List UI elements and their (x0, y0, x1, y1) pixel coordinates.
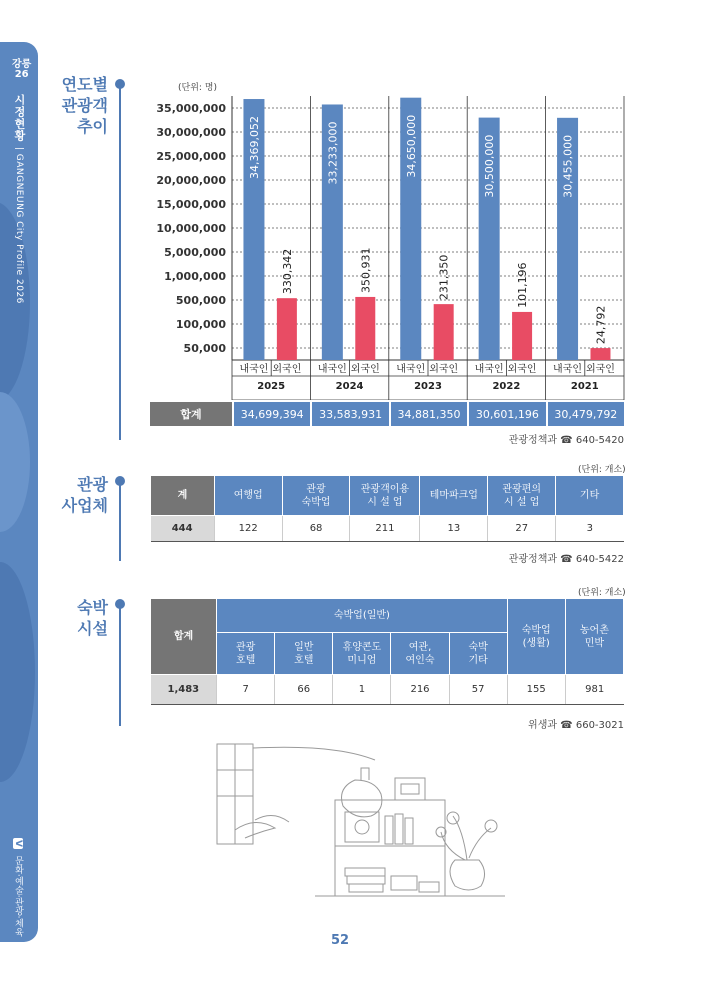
section-title-tourism-business (40, 474, 108, 516)
source-note: 관광정책과 ☎ 640-5420 (508, 435, 624, 446)
sidebar-title-main: 시정현황 (13, 94, 26, 142)
chapter-badge: V (13, 840, 23, 847)
bar-value-label: 30,500,000 (483, 134, 497, 198)
table-cell: 13 (420, 516, 488, 542)
table-cell: 444 (151, 516, 215, 542)
decorative-illustration (215, 740, 505, 900)
table-cell: 68 (282, 516, 350, 542)
total-row (150, 402, 624, 426)
bar-value-label: 24,792 (594, 305, 608, 345)
table-header: 관광 숙박업 (282, 476, 350, 516)
pot-drawing (450, 860, 485, 890)
title-line: 추이 (77, 117, 108, 136)
table-unit: (단위: 개소) (578, 465, 626, 475)
total-value: 30,479,792 (546, 402, 624, 426)
sidebar-subtitle: | GANGNEUNG City Profile 2026 (14, 146, 24, 304)
table-cell: 66 (275, 675, 333, 705)
sidebar-chapter (12, 838, 25, 936)
bar-value-label: 350,931 (359, 247, 373, 293)
sidebar-decoration (0, 392, 30, 532)
x-category-label: 2022 (492, 381, 521, 392)
sidebar-decoration (0, 562, 35, 782)
total-value: 30,601,196 (467, 402, 545, 426)
y-tick-label: 100,000 (175, 318, 226, 331)
y-tick-label: 25,000,000 (156, 150, 226, 163)
total-label: 합계 (150, 402, 232, 426)
y-tick-label: 30,000,000 (156, 126, 226, 139)
table-header: 관광편의 시 설 업 (488, 476, 556, 516)
x-sub-label: 외국인 (429, 364, 459, 375)
vase-drawing (342, 780, 382, 817)
chapter-title: 문화·예술·관광·체육 (13, 855, 23, 937)
table-header: 일반 호텔 (275, 633, 333, 675)
bar (590, 348, 610, 360)
table-header-group: 숙박업(일반) (217, 599, 508, 633)
table-header: 기타 (556, 476, 624, 516)
y-tick-label: 15,000,000 (156, 198, 226, 211)
accommodation-table (150, 598, 624, 705)
table-header: 휴양콘도 미니엄 (333, 633, 391, 675)
y-tick-label: 50,000 (183, 342, 226, 355)
x-sub-label: 외국인 (350, 364, 380, 375)
y-tick-label: 500,000 (175, 294, 226, 307)
title-line: 연도별 (61, 75, 108, 94)
x-category-label: 2025 (257, 381, 286, 392)
table-cell: 7 (217, 675, 275, 705)
page-number: 52 (330, 933, 350, 948)
chart-unit: (단위: 명) (178, 83, 217, 93)
x-sub-label: 내국인 (474, 364, 504, 375)
title-line: 관광객 (61, 96, 108, 115)
source-note: 위생과 ☎ 660-3021 (528, 720, 624, 731)
bar (512, 312, 532, 360)
section-line (119, 481, 121, 561)
table-header: 관광객이용 시 설 업 (350, 476, 420, 516)
section-title-accommodation (40, 597, 108, 639)
bar (434, 304, 454, 360)
bar-value-label: 330,342 (280, 248, 294, 295)
table-cell: 155 (507, 675, 565, 705)
bar-value-label: 33,233,000 (326, 121, 340, 185)
bar-value-label: 101,196 (516, 262, 530, 308)
x-sub-label: 내국인 (239, 364, 269, 375)
y-tick-label: 35,000,000 (156, 102, 226, 115)
total-value: 33,583,931 (310, 402, 388, 426)
x-category-label: 2021 (570, 381, 599, 392)
title-line: 숙박 (77, 598, 108, 617)
section-line (119, 604, 121, 726)
bar-value-label: 34,369,052 (247, 116, 261, 180)
table-header: 합계 (151, 599, 217, 675)
table-header: 농어촌 민박 (565, 599, 623, 675)
tourist-bar-chart (0, 0, 718, 400)
table-header: 계 (151, 476, 215, 516)
x-category-label: 2024 (335, 381, 364, 392)
x-sub-label: 외국인 (272, 364, 302, 375)
bar-value-label: 30,455,000 (561, 134, 575, 198)
table-cell: 216 (391, 675, 449, 705)
table-unit: (단위: 개소) (578, 588, 626, 598)
x-sub-label: 외국인 (507, 364, 537, 375)
table-header: 관광 호텔 (217, 633, 275, 675)
table-cell: 981 (565, 675, 623, 705)
bar (277, 298, 297, 360)
sidebar-logo: 강릉 26 (12, 59, 32, 80)
y-tick-label: 5,000,000 (164, 246, 226, 259)
table-cell: 27 (488, 516, 556, 542)
x-sub-label: 내국인 (396, 364, 426, 375)
x-sub-label: 내국인 (317, 364, 347, 375)
bar (355, 297, 375, 360)
table-cell: 57 (449, 675, 507, 705)
x-sub-label: 내국인 (553, 364, 583, 375)
table-cell: 122 (214, 516, 282, 542)
y-tick-label: 10,000,000 (156, 222, 226, 235)
table-cell: 211 (350, 516, 420, 542)
x-sub-label: 외국인 (585, 364, 615, 375)
tourism-business-table (150, 475, 624, 542)
table-header: 테마파크업 (420, 476, 488, 516)
title-line: 사업체 (61, 496, 108, 515)
bar-value-label: 34,650,000 (404, 114, 418, 178)
table-header: 숙박 기타 (449, 633, 507, 675)
title-line: 관광 (77, 475, 108, 494)
table-cell: 3 (556, 516, 624, 542)
y-tick-label: 1,000,000 (164, 270, 226, 283)
total-value: 34,881,350 (389, 402, 467, 426)
source-note: 관광정책과 ☎ 640-5422 (508, 554, 624, 565)
table-cell: 1,483 (151, 675, 217, 705)
title-line: 시설 (77, 619, 108, 638)
table-header: 여행업 (214, 476, 282, 516)
table-header: 숙박업 (생활) (507, 599, 565, 675)
box-drawing (395, 778, 425, 800)
y-tick-label: 20,000,000 (156, 174, 226, 187)
table-header: 여관, 여인숙 (391, 633, 449, 675)
table-cell: 1 (333, 675, 391, 705)
x-category-label: 2023 (414, 381, 442, 392)
bar-value-label: 231,350 (437, 254, 451, 301)
total-value: 34,699,394 (232, 402, 310, 426)
